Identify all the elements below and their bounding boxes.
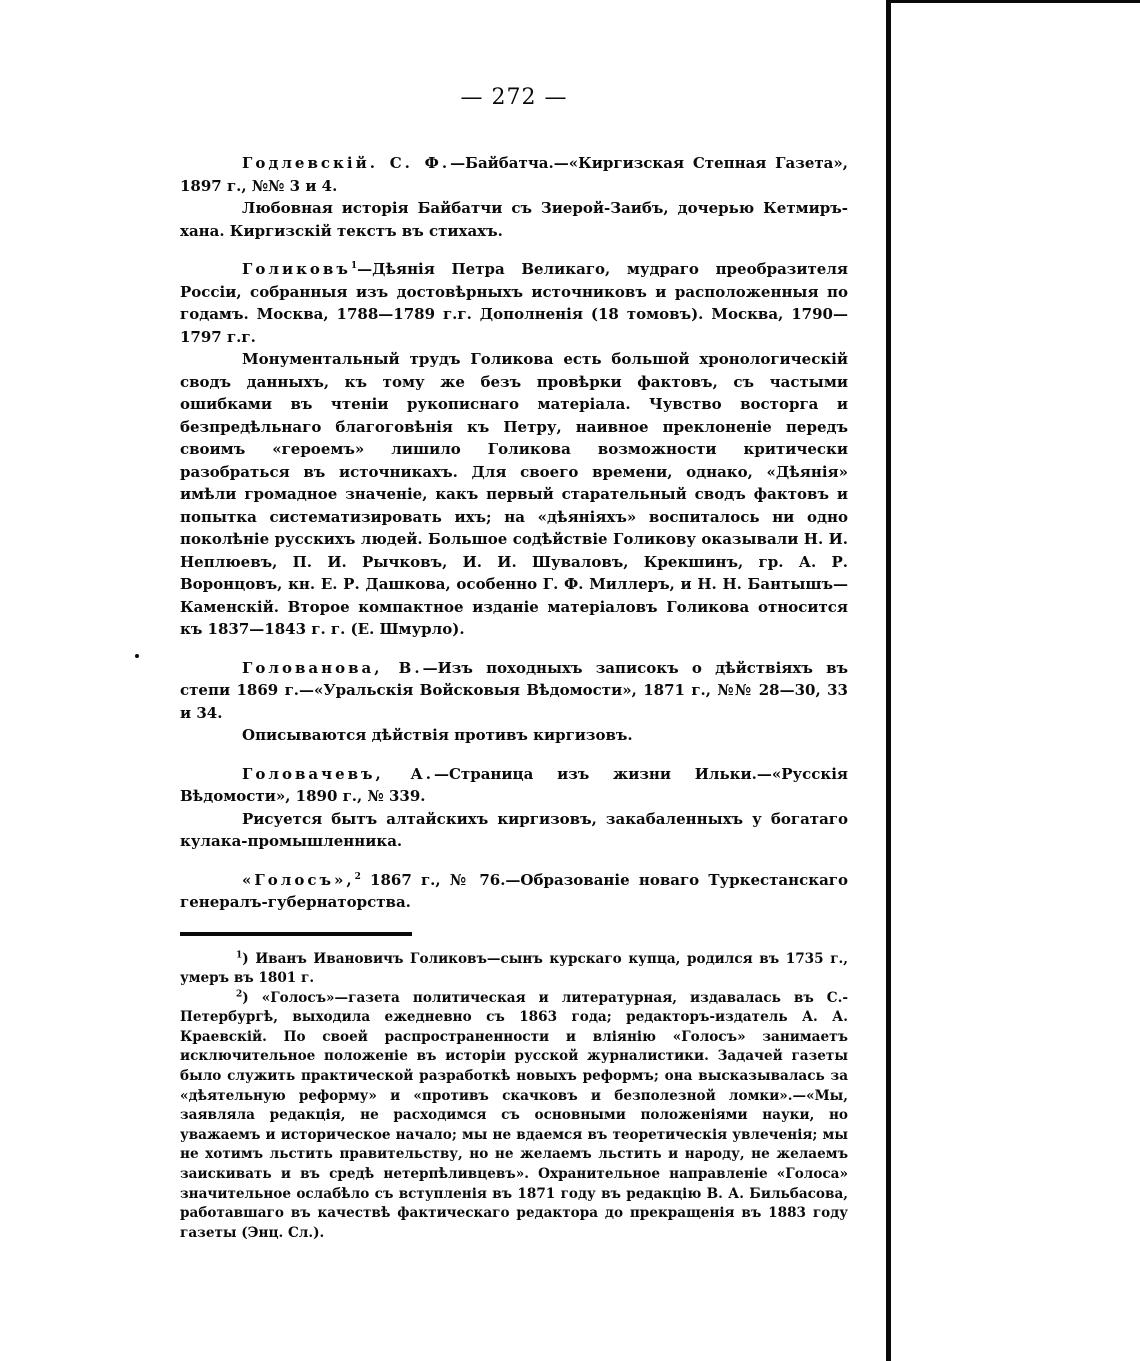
entry-citation bbox=[180, 763, 848, 808]
page-top-edge bbox=[891, 0, 1140, 3]
print-speck bbox=[135, 654, 139, 658]
entry-annotation: Монументальный трудъ Голикова есть большой хронологическiй сводъ данныхъ, къ тому же безъ провѣрки фактовъ, съ частыми ошибками въ чтенiи рукописнаго матерiала. Чувство восторга и безпредѣльнаго благоговѣнiя къ Петру, наивное преклоненiе передъ своимъ «героемъ» лишило Голикова возможности критически разобраться въ источникахъ. Для своего времени, однако, «Дѣянiя» имѣли громадное значенiе, какъ первый старательный сводъ фактовъ и попытка систематизировать ихъ; на «дѣянiяхъ» воспиталось ни одно поколѣнiе русскихъ людей. Большое содѣйствiе Голикову оказывали Н. И. Неплюевъ, П. И. Рычковъ, И. И. Шуваловъ, Крекшинъ, гр. А. Р. Воронцовъ, кн. Е. Р. Дашкова, особенно Г. Ф. Миллеръ, и Н. Н. Бантышъ—Каменскiй. Второе компактное изданiе матерiаловъ Голикова относится къ 1837—1843 г. г. (Е. Шмурло). bbox=[180, 350, 848, 638]
entry-author: Голиковъ bbox=[242, 260, 351, 278]
footnote-reference[interactable]: 1 bbox=[350, 261, 358, 271]
entry-author: «Голосъ», bbox=[242, 870, 355, 889]
footnote-mark: 1 bbox=[236, 949, 243, 960]
footnote-separator bbox=[180, 932, 412, 936]
footnote: $^1$) Иванъ Ивановичъ Голиковъ—сынъ курскаго купца, родился въ 1735 г., умеръ въ 1801 г. bbox=[180, 949, 848, 987]
footnote-reference[interactable]: 2 bbox=[354, 871, 361, 882]
bibliography-entry bbox=[180, 763, 848, 853]
footnote: $^2$) «Голосъ»—газета политическая и литературная, издавалась въ С.-Петербургѣ, выходила ежедневно съ 1863 года; редакторъ-издатель А. А. Краевскiй. По своей распространенности и влiянiю «Голосъ» занимаетъ исключительное положенiе въ исторiи русской журналистики. Задачей газеты было служить практической разработкѣ новыхъ реформъ; она высказывалась за «дѣятельную реформу» и «противъ скачковъ и безполезной ломки».—«Мы, заявляла редакцiя, не расходимся съ основными положенiями науки, но уважаемъ и историческое начало; мы не вдаемся въ теоретическiя увлеченiя; мы не хотимъ льстить правительству, но не желаемъ льстить и народу, не желаемъ заискивать и въ средѣ нетерпѣливцевъ». Охранительное направленiе «Голоса» значительное ослабѣло съ вступленiя въ 1871 году въ редакцiю В. А. Бильбасова, работавшаго въ качествѣ фактическаго редактора до прекращенiя въ 1883 году газеты (Энц. Сл.). bbox=[180, 989, 848, 1241]
entry-citation bbox=[180, 152, 848, 197]
footnote-text: «Голосъ»—газета политическая и литературная, издавалась въ С.-Петербургѣ, выходила ежедневно съ 1863 года; редакторъ-издатель А. А. Краевскiй. По своей распространенности и влiянiю «Голосъ» занимаетъ исключительное положенiе въ исторiи русской журналистики. Задачей газеты было служить практической разработкѣ новыхъ реформъ; она высказывалась за «дѣятельную реформу» и «противъ скачковъ и безполезной ломки».—«Мы, заявляла редакцiя, не расходимся съ основными положенiями науки, но уважаемъ и историческое начало; мы не вдаемся въ теоретическiя увлеченiя; мы не хотимъ льстить правительству, но не желаемъ льстить и народу, не желаемъ заискивать и въ средѣ нетерпѣливцевъ». Охранительное направленiе «Голоса» значительное ослабѣло съ вступленiя въ 1871 году въ редакцiю В. А. Бильбасова, работавшаго въ качествѣ фактическаго редактора до прекращенiя въ 1883 году газеты (Энц. Сл.). bbox=[180, 989, 848, 1241]
footnotes bbox=[180, 950, 848, 1244]
entry-title: —Страница изъ жизни Ильки.—«Русскiя Вѣдомости», 1890 г., № 339. bbox=[180, 764, 848, 805]
bibliography-entry bbox=[180, 657, 848, 747]
page-number: — 272 — bbox=[460, 85, 568, 110]
entry-citation bbox=[180, 258, 848, 348]
footnote-text: Иванъ Ивановичъ Голиковъ—сынъ курскаго купца, родился въ 1735 г., умеръ въ 1801 г. bbox=[180, 950, 848, 987]
entry-annotation: Рисуется бытъ алтайскихъ киргизовъ, закабаленныхъ у богатаго кулака-промышленника. bbox=[180, 809, 848, 850]
entry-title: —Байбатча.—«Киргизская Степная Газета», 1897 г., №№ 3 и 4. bbox=[180, 154, 848, 195]
entry-author: Головачевъ, А. bbox=[242, 764, 434, 783]
entry-citation bbox=[180, 657, 848, 725]
entry-author: Голованова, В. bbox=[242, 658, 423, 677]
entry-title: —Дѣянiя Петра Великаго, мудраго преобразителя Россiи, собранныя изъ достовѣрныхъ источниковъ и расположенныя по годамъ. Москва, 1788—1789 г.г. Дополненiя (18 томовъ). Москва, 1790—1797 г.г. bbox=[180, 260, 848, 346]
entry-title: —Изъ походныхъ записокъ о дѣйствiяхъ въ степи 1869 г.—«Уральскiя Войсковыя Вѣдомости», 1871 г., №№ 28—30, 33 и 34. bbox=[180, 658, 848, 722]
page-binding-edge bbox=[886, 0, 891, 1361]
entry-citation bbox=[180, 869, 848, 914]
book-page bbox=[180, 85, 848, 1243]
footnote-mark: 2 bbox=[236, 989, 243, 1000]
entry-author: Годлевскiй. С. Ф. bbox=[242, 154, 451, 172]
entry-annotation: Любовная исторiя Байбатчи съ Зиерой-Заибъ, дочерью Кетмиръ-хана. Киргизскiй текстъ въ стихахъ. bbox=[180, 199, 848, 240]
bibliography-entry bbox=[180, 152, 848, 242]
bibliography-entry bbox=[180, 869, 848, 914]
entry-annotation: Описываются дѣйствiя противъ киргизовъ. bbox=[242, 726, 633, 744]
bibliography-entry bbox=[180, 258, 848, 641]
entry-title: 1867 г., № 76.—Образованiе новаго Туркестанскаго генералъ-губернаторства. bbox=[180, 870, 848, 911]
